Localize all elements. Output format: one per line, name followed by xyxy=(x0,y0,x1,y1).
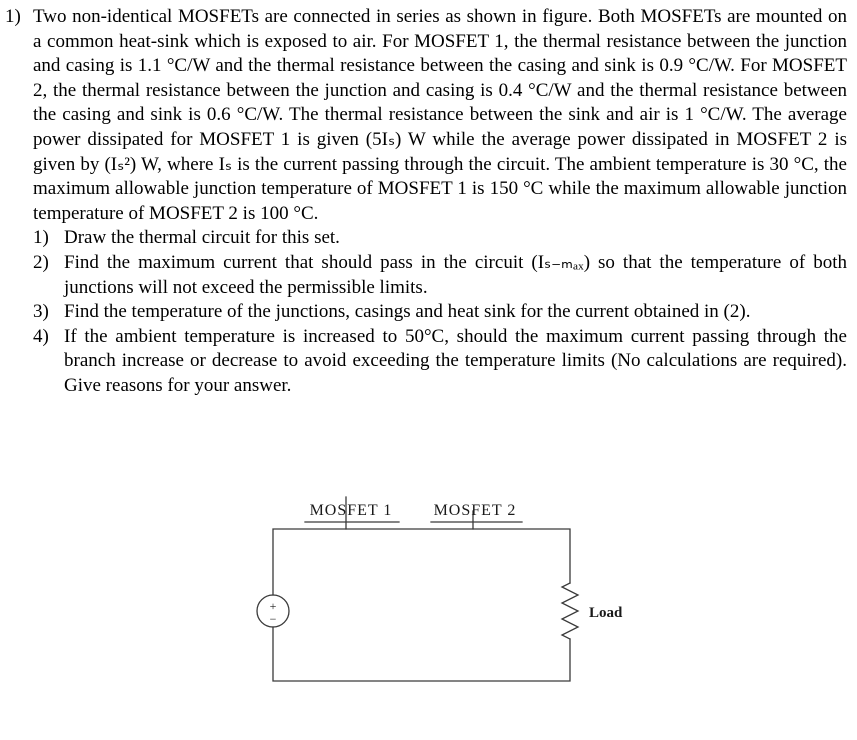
subquestion-2 xyxy=(33,251,847,300)
circuit-diagram xyxy=(5,491,857,691)
subquestion-1-number: 1) xyxy=(33,227,49,249)
circuit-wire-loop xyxy=(273,529,570,681)
subquestion-2-number: 2) xyxy=(33,251,49,273)
source-minus-sign: − xyxy=(269,611,277,626)
subquestion-3-text: Find the temperature of the junctions, casings and heat sink for the current obtained in (2). xyxy=(64,301,751,323)
load-label: Load xyxy=(589,604,623,621)
problem-statement xyxy=(5,5,847,226)
circuit-figure xyxy=(5,491,847,691)
problem-number: 1) xyxy=(5,6,21,27)
subquestion-1 xyxy=(33,226,847,251)
subquestion-3 xyxy=(33,300,847,325)
source-plus-sign: + xyxy=(269,598,277,613)
subquestion-1-text: Draw the thermal circuit for this set. xyxy=(64,227,340,249)
subquestion-4-number: 4) xyxy=(33,325,49,347)
load-resistor-zigzag xyxy=(562,583,578,639)
mosfet1-label: MOSFET 1 xyxy=(309,501,393,519)
subquestion-2-text: Find the maximum current that should pass in the circuit (Iₛ₋ₘₐₓ) so that the temperature of both junctions will not exceed the permissible limits. xyxy=(64,251,847,298)
subquestion-3-number: 3) xyxy=(33,301,49,323)
subquestion-4 xyxy=(33,325,847,399)
problem-statement-text: Two non-identical MOSFETs are connected in series as shown in figure. Both MOSFETs are mounted on a common heat-sink which is exposed to air. For MOSFET 1, the thermal resistance between the junction and casing is 1.1 °C/W and the thermal resistance between the casing and sink is 0.9 °C/W. For MOSFET 2, the thermal resistance between the junction and casing is 0.4 °C/W and the thermal resistance between the casing and sink is 0.6 °C/W. The thermal resistance between the sink and air is 1 °C/W. The average power dissipated for MOSFET 1 is given (5Iₛ) W while the average power dissipated in MOSFET 2 is given by (Iₛ²) W, where Iₛ is the current passing through the circuit. The ambient temperature is 30 °C, the maximum allowable junction temperature of MOSFET 1 is 150 °C while the maximum allowable junction temperature of MOSFET 2 is 100 °C. xyxy=(33,6,847,224)
mosfet2-label: MOSFET 2 xyxy=(433,501,517,519)
subquestion-4-text: If the ambient temperature is increased to 50°C, should the maximum current passing through the branch increase or decrease to avoid exceeding the temperature limits (No calculations are required). Give reasons for your answer. xyxy=(64,325,847,396)
